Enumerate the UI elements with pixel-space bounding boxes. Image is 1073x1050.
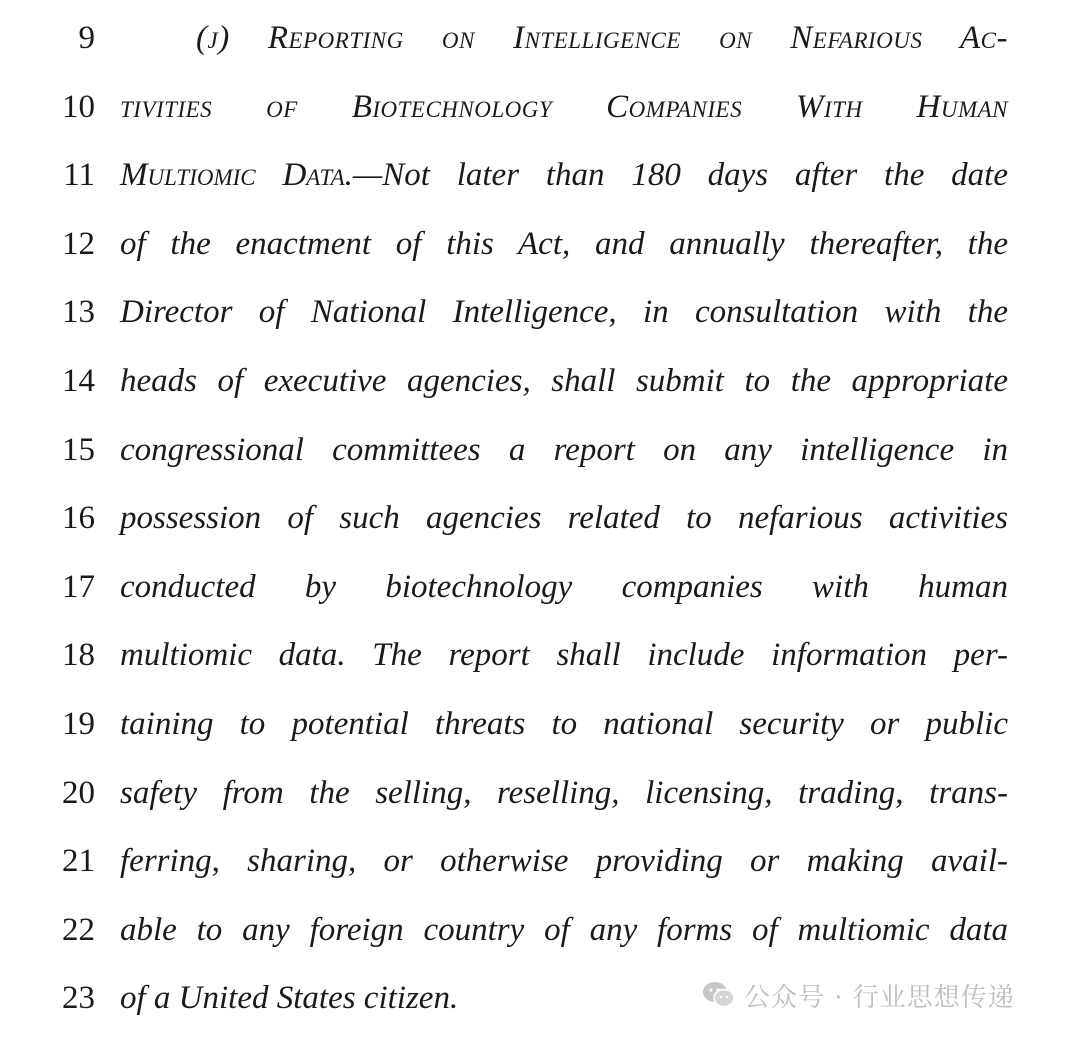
line-17 <box>0 571 1073 639</box>
line-11 <box>0 159 1073 227</box>
line-text: conducted by biotechnology companies with human <box>120 569 1008 605</box>
line-number: 12 <box>62 226 95 262</box>
line-text: heads of executive agencies, shall submit to the appropriate <box>120 363 1008 399</box>
line-10 <box>0 91 1073 159</box>
line-19 <box>0 708 1073 776</box>
section-heading: (j) Reporting on Intelligence on Nefarious Ac- <box>196 20 1008 56</box>
wechat-icon <box>702 980 736 1010</box>
line-text: ferring, sharing, or otherwise providing or making avail- <box>120 843 1008 879</box>
line-number: 22 <box>62 912 95 948</box>
line-22 <box>0 914 1073 982</box>
line-number: 13 <box>62 294 95 330</box>
line-12 <box>0 228 1073 296</box>
line-9 <box>0 22 1073 90</box>
line-15 <box>0 434 1073 502</box>
line-text: able to any foreign country of any forms of multiomic data <box>120 912 1008 948</box>
line-number: 9 <box>78 20 95 56</box>
section-heading: tivities of Biotechnology Companies With Human <box>120 89 1008 125</box>
line-number: 18 <box>62 637 95 673</box>
line-text: safety from the selling, reselling, licensing, trading, trans- <box>120 775 1008 811</box>
line-text: congressional committees a report on any intelligence in <box>120 432 1008 468</box>
line-13 <box>0 296 1073 364</box>
line-text: multiomic data. The report shall include information per- <box>120 637 1008 673</box>
line-number: 11 <box>63 157 95 193</box>
line-16 <box>0 502 1073 570</box>
line-20 <box>0 777 1073 845</box>
section-heading: Multiomic Data. <box>120 157 353 193</box>
line-text <box>120 159 1008 192</box>
line-number: 21 <box>62 843 95 879</box>
line-14 <box>0 365 1073 433</box>
line-number: 16 <box>62 500 95 536</box>
line-18 <box>0 639 1073 707</box>
watermark <box>702 975 1015 1015</box>
line-number: 23 <box>62 980 95 1016</box>
line-text: Director of National Intelligence, in consultation with the <box>120 294 1008 330</box>
line-21 <box>0 845 1073 913</box>
line-number: 15 <box>62 432 95 468</box>
line-number: 19 <box>62 706 95 742</box>
line-text: of a United States citizen. <box>120 980 459 1016</box>
line-text: taining to potential threats to national security or public <box>120 706 1008 742</box>
watermark-text: 公众号 · 行业思想传递 <box>744 982 1015 1013</box>
line-number: 20 <box>62 775 95 811</box>
line-text: possession of such agencies related to nefarious activities <box>120 500 1008 536</box>
line-text-body: —Not later than 180 days after the date <box>352 157 1008 193</box>
line-number: 10 <box>62 89 95 125</box>
line-text: of the enactment of this Act, and annually thereafter, the <box>120 226 1008 262</box>
line-number: 14 <box>62 363 95 399</box>
line-number: 17 <box>62 569 95 605</box>
